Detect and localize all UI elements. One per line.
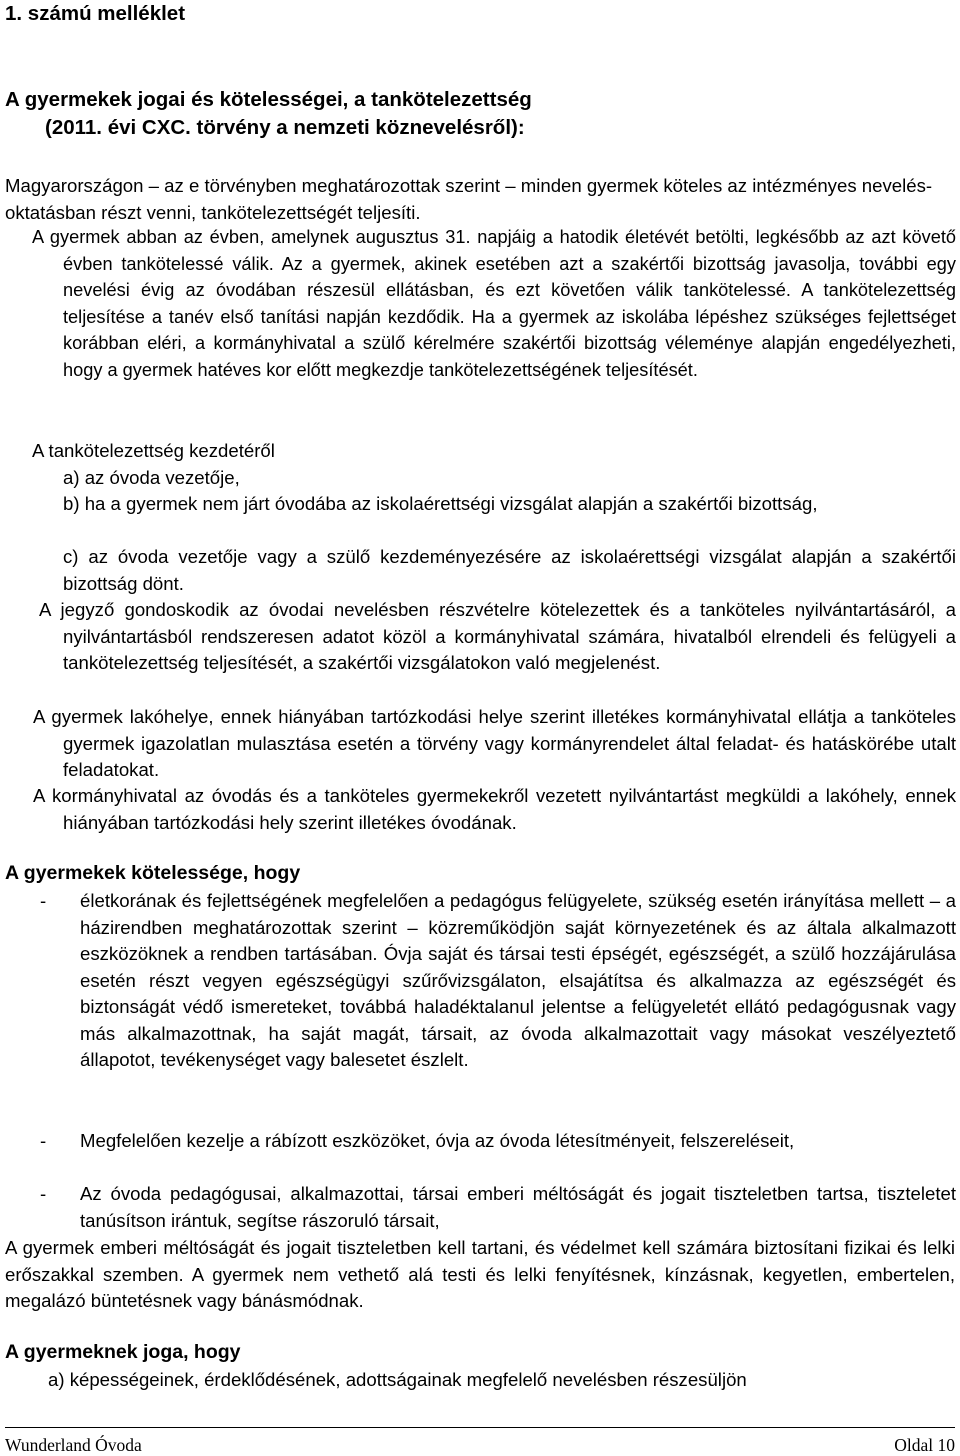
school-age-paragraph: A gyermek abban az évben, amelynek augusztus 31. napjáig a hatodik életévét betölti, legkésőbb az azt követő évben tankötelessé válik. Az a gyermek, akinek esetében azt a szakértői bizottság javasolja, további egy nevelési évig az óvodában részesül ellátásban, és ezt követően válik tankötelessé. A tankötelezettség teljesítése a tanév első tanítási napján kezdődik. Ha a gyermek az iskolába lépéshez szükséges fejlettséget korábban eléri, a kormányhivatal a szülő kérelmére szakértői bizottság véleménye alapján engedélyezheti, hogy a gyermek hatéves kor előtt megkezdje tankötelezettségének teljesítését.: [32, 227, 956, 380]
government-office-paragraph: A kormányhivatal az óvodás és a tanköteles gyermekekről vezetett nyilvántartást megküldi a lakóhely, ennek hiányában tartózkodási hely szerint illetékes óvodának.: [33, 785, 956, 833]
start-item-c: c) az óvoda vezetője vagy a szülő kezdeményezésére az iskolaérettségi vizsgálat alapján a szakértői bizottság dönt.: [63, 546, 956, 594]
list-dash: -: [40, 1130, 47, 1151]
dignity-paragraph: A gyermek emberi méltóságát és jogait tiszteletben kell tartani, és védelmet kell számára biztosítani fizikai és lelki erőszakkal szemben. A gyermek nem vethető alá testi és lelki fenyítésnek, kínzásnak, kegyetlen, embertelen, megalázó büntetésnek vagy bánásmódnak.: [5, 1237, 955, 1311]
footer-school-name: Wunderland Óvoda: [5, 1435, 142, 1455]
residence-paragraph: A gyermek lakóhelye, ennek hiányában tartózkodási helye szerint illetékes kormányhivatal ellátja a tanköteles gyermek igazolatlan mulasztása esetén a törvény vagy kormányrendelet által feladat- és hatáskörébe utalt feladatokat.: [33, 706, 956, 780]
duty-text: Megfelelően kezelje a rábízott eszközöket, óvja az óvoda létesítményeit, felszereléseit,: [80, 1130, 795, 1151]
list-dash: -: [40, 890, 47, 911]
duty-text: életkorának és fejlettségének megfelelően a pedagógus felügyelete, szükség esetén irányítása mellett – a házirendben meghatározottak szerint – közreműködjön saját környezetének és az általa alkalmazott eszközöknek a rendben tartásában. Óvja saját és társai testi épségét, egészségét, a szülő hozzájárulása esetén részt vegyen egészségügyi szűrővizsgálaton, elsajátítsa és alkalmazza az egészségét és biztonságát védő ismereteket, továbbá haladéktalanul jelentse a felügyeletét ellátó pedagógusnak vagy más alkalmazottnak, ha saját magát, társait, az óvoda alkalmazottait vagy másokat veszélyeztető állapotot, tevékenységet vagy balesetet észlelt.: [80, 890, 956, 1070]
rights-heading: A gyermeknek joga, hogy: [5, 1341, 241, 1363]
intro-paragraph: Magyarországon – az e törvényben meghatározottak szerint – minden gyermek köteles az intézményes nevelés-oktatásban részt venni, tankötelezettségét teljesíti.: [5, 175, 933, 223]
footer-divider: [5, 1427, 955, 1428]
footer-page-number: Oldal 10: [894, 1435, 955, 1455]
registrar-paragraph: A jegyző gondoskodik az óvodai nevelésben részvételre kötelezettek és a tanköteles nyilvántartásáról, a nyilvántartásból rendszeresen adatot közöl a kormányhivatal számára, hivatalból elrendeli és felügyeli a tankötelezettség teljesítését, a szakértői vizsgálatokon való megjelenést.: [39, 599, 956, 673]
heading-line-1: A gyermekek jogai és kötelességei, a tankötelezettség: [5, 88, 532, 111]
rights-item-a: a) képességeinek, érdeklődésének, adottságainak megfelelő nevelésben részesüljön: [48, 1369, 747, 1390]
duty-text: Az óvoda pedagógusai, alkalmazottai, társai emberi méltóságát és jogait tiszteletben tartsa, tiszteletet tanúsítson irántuk, segítse rászoruló társait,: [80, 1183, 956, 1231]
document-heading: [5, 86, 532, 142]
list-dash: -: [40, 1183, 47, 1204]
heading-line-2: (2011. évi CXC. törvény a nemzeti köznevelésről):: [45, 116, 525, 139]
start-label: A tankötelezettség kezdetéről: [32, 440, 275, 461]
start-item-b: b) ha a gyermek nem járt óvodába az iskolaérettségi vizsgálat alapján a szakértői bizottság,: [63, 493, 818, 514]
start-item-a: a) az óvoda vezetője,: [63, 467, 240, 488]
annex-title: 1. számú melléklet: [5, 2, 186, 25]
duties-heading: A gyermekek kötelessége, hogy: [5, 862, 301, 884]
